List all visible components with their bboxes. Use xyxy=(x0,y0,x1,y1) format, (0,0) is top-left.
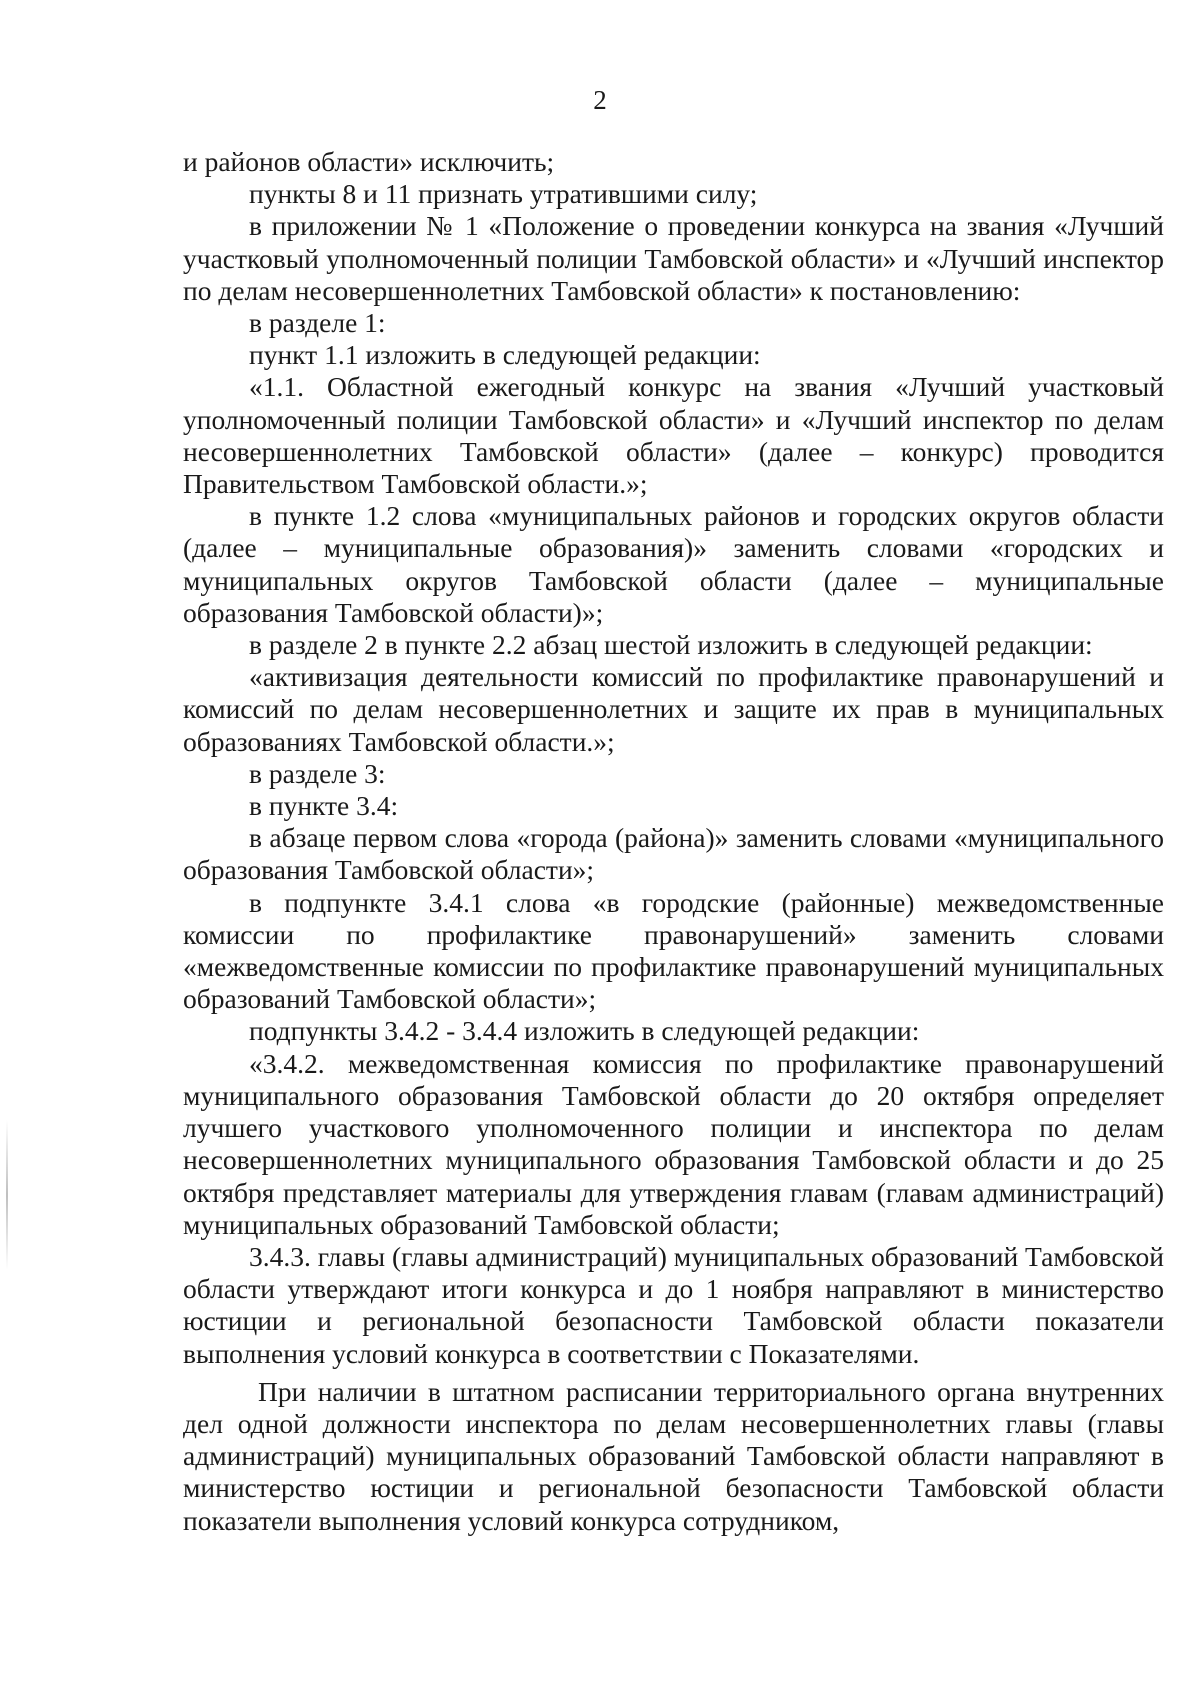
scan-edge-shadow xyxy=(6,1120,8,1270)
paragraph-item-3-4-2-text: «3.4.2. межведомственная комиссия по профилактике правонарушений муниципального образования Тамбовской области до 20 октября определяет лучшего участкового уполномоченного полиции и инспектора по делам несовершеннолетних муниципального образования Тамбовской области и до 25 октября представляет материалы для утверждения главам (главам администраций) муниципальных образований Тамбовской области; xyxy=(183,1047,1164,1240)
paragraph-section-3: в разделе 3: xyxy=(249,757,386,789)
paragraph-item-1-2: в пункте 1.2 слова «муниципальных районов и городских округов области (далее – муниципальные образования)» заменить словами «городских и муниципальных округов Тамбовской области (далее – муниципальные образования Тамбовской области)»; xyxy=(183,500,1164,628)
paragraph-items-8-11: пункты 8 и 11 признать утратившими силу; xyxy=(249,178,758,210)
paragraph-single-inspector: При наличии в штатном расписании территориального органа внутренних дел одной должности инспектора по делам несовершеннолетних главы (главы администраций) муниципальных образований Тамбовской области направляют в министерство юстиции и региональной безопасности Тамбовской области показатели выполнения условий конкурса сотрудником, xyxy=(183,1375,1164,1536)
document-body xyxy=(183,146,1164,1537)
paragraph-item-3-4-3-text: 3.4.3. главы (главы администраций) муниципальных образований Тамбовской области утверждают итоги конкурса и до 1 ноября направляют в министерство юстиции и региональной безопасности Тамбовской области показатели выполнения условий конкурса в соответствии с Показателями. xyxy=(183,1240,1164,1369)
paragraph-item-1-1: пункт 1.1 изложить в следующей редакции: xyxy=(249,339,761,371)
paragraph-item-3-4: в пункте 3.4: xyxy=(249,790,399,822)
paragraph-item-3-4-1: в подпункте 3.4.1 слова «в городские (районные) межведомственные комиссии по профилактике правонарушений» заменить словами «межведомственные комиссии по профилактике правонарушений муниципальных образований Тамбовской области»; xyxy=(183,886,1164,1015)
paragraph-appendix-1: в приложении № 1 «Положение о проведении конкурса на звания «Лучший участковый уполномоченный полиции Тамбовской области» и «Лучший инспектор по делам несовершеннолетних Тамбовской области» к постановлению: xyxy=(183,210,1164,306)
paragraph-section-2: в разделе 2 в пункте 2.2 абзац шестой изложить в следующей редакции: xyxy=(249,629,1093,661)
paragraph-item-3-4-first: в абзаце первом слова «города (района)» заменить словами «муниципального образования Тамбовской области»; xyxy=(183,822,1164,886)
page-number: 2 xyxy=(593,85,607,115)
paragraph-continuation: и районов области» исключить; xyxy=(183,146,555,177)
paragraph-section-1: в разделе 1: xyxy=(249,307,386,339)
paragraph-items-3-4-2-3-4-4: подпункты 3.4.2 - 3.4.4 изложить в следующей редакции: xyxy=(249,1015,920,1047)
paragraph-section-2-text: «активизация деятельности комиссий по профилактике правонарушений и комиссий по делам несовершеннолетних и защите их прав в муниципальных образованиях Тамбовской области.»; xyxy=(183,661,1164,757)
paragraph-item-1-1-text: «1.1. Областной ежегодный конкурс на звания «Лучший участковый уполномоченный полиции Тамбовской области» и «Лучший инспектор по делам несовершеннолетних Тамбовской области» (далее – конкурс) проводится Правительством Тамбовской области.»; xyxy=(183,371,1164,500)
